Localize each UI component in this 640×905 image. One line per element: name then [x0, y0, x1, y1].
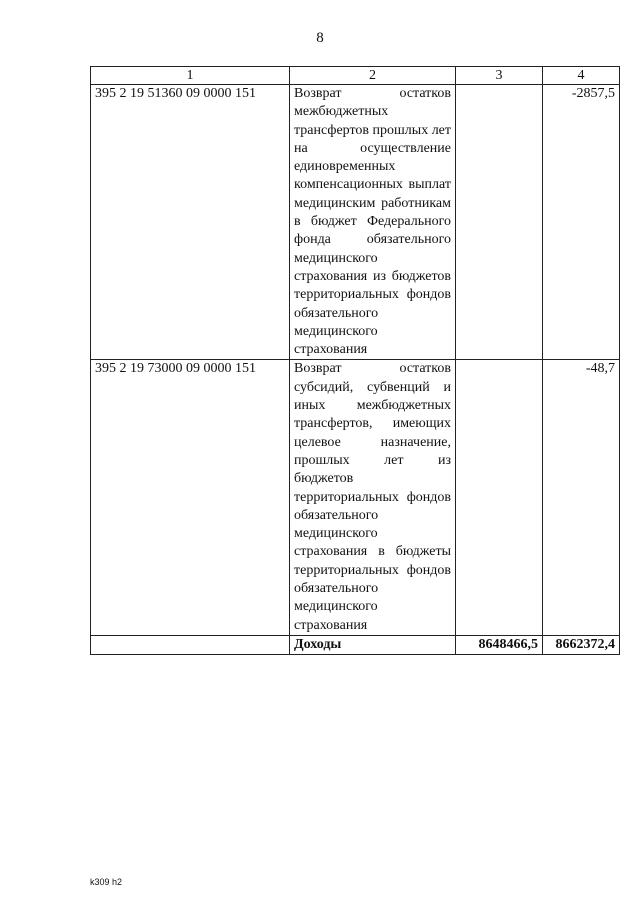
- budget-code-cell: 395 2 19 51360 09 0000 151: [91, 85, 290, 360]
- header-cell-2: 2: [290, 67, 456, 85]
- table-header-row: [91, 67, 620, 85]
- total-code-cell: [91, 635, 290, 654]
- header-cell-4: 4: [543, 67, 620, 85]
- table-row: [91, 360, 620, 635]
- table-row: [91, 85, 620, 360]
- page-number: 8: [316, 30, 324, 46]
- total-row: [91, 635, 620, 654]
- description-cell: Возврат остатков субсидий, субвенций и иных межбюджетных трансфертов, имеющих целевое назначение, прошлых лет из бюджетов территориальных фондов обязательного медицинского страхования в бюджеты территориальных фондов обязательного медицинского страхования: [290, 360, 456, 635]
- total-value-col3: 8648466,5: [456, 635, 543, 654]
- header-cell-3: 3: [456, 67, 543, 85]
- footer-document-code: k309 h2: [90, 877, 123, 887]
- value-cell-col4: -48,7: [543, 360, 620, 635]
- total-value-col4: 8662372,4: [543, 635, 620, 654]
- value-cell-col3: [456, 360, 543, 635]
- budget-code-cell: 395 2 19 73000 09 0000 151: [91, 360, 290, 635]
- value-cell-col3: [456, 85, 543, 360]
- budget-table: [90, 66, 620, 655]
- header-cell-1: 1: [91, 67, 290, 85]
- value-cell-col4: -2857,5: [543, 85, 620, 360]
- total-label: Доходы: [290, 635, 456, 654]
- description-cell: Возврат остатков межбюджетных трансфертов прошлых лет на осуществление единовременных компенсационных выплат медицинским работникам в бюджет Федерального фонда обязательного медицинского страхования из бюджетов территориальных фондов обязательного медицинского страхования: [290, 85, 456, 360]
